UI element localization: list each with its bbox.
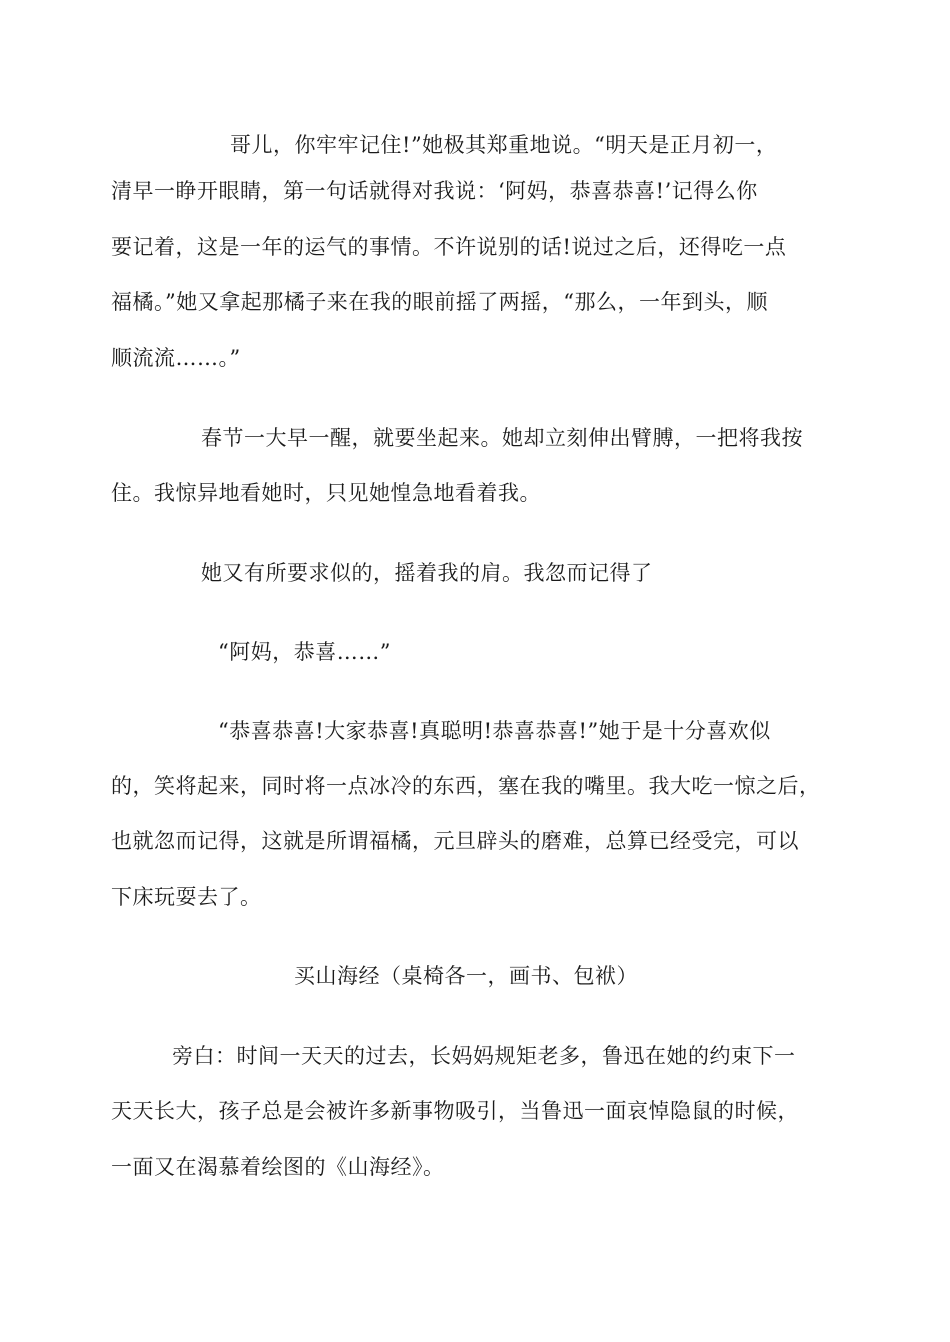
text-line: 一面又在渴慕着绘图的《山海经》。 [111, 1155, 445, 1179]
text-line: “恭喜恭喜!大家恭喜!真聪明!恭喜恭喜!”她于是十分喜欢似 [218, 719, 771, 743]
text-line: 的，笑将起来，同时将一点冰冷的东西，塞在我的嘴里。我大吃一惊之后， [111, 774, 821, 798]
text-line: 天天长大，孩子总是会被许多新事物吸引，当鲁迅一面哀悼隐鼠的时候， [111, 1099, 799, 1123]
text-line: 福橘。”她又拿起那橘子来在我的眼前摇了两摇，“那么，一年到头，顺 [111, 290, 768, 314]
text-line: 下床玩耍去了。 [111, 885, 262, 909]
text-line: 也就忽而记得，这就是所谓福橘，元旦辟头的磨难，总算已经受完，可以 [111, 829, 799, 853]
text-line: 清早一睁开眼睛，第一句话就得对我说：‘阿妈，恭喜恭喜!’记得么你 [111, 179, 758, 203]
text-line: 春节一大早一醒，就要坐起来。她却立刻伸出臂膊，一把将我按 [201, 426, 803, 450]
text-line: 顺流流……。” [111, 346, 241, 370]
text-line: 旁白：时间一天天的过去，长妈妈规矩老多，鲁迅在她的约束下一 [172, 1044, 796, 1068]
text-line: “阿妈，恭喜……” [218, 640, 391, 664]
text-line: 哥儿，你牢牢记住!”她极其郑重地说。“明天是正月初一， [230, 133, 778, 157]
text-line: 她又有所要求似的，摇着我的肩。我忽而记得了 [201, 561, 653, 585]
text-line: 住。我惊异地看她时，只见她惶急地看着我。 [111, 481, 541, 505]
text-line: 要记着，这是一年的运气的事情。不许说别的话!说过之后，还得吃一点 [111, 235, 787, 259]
scene-heading: 买山海经（桌椅各一，画书、包袱） [294, 964, 638, 988]
